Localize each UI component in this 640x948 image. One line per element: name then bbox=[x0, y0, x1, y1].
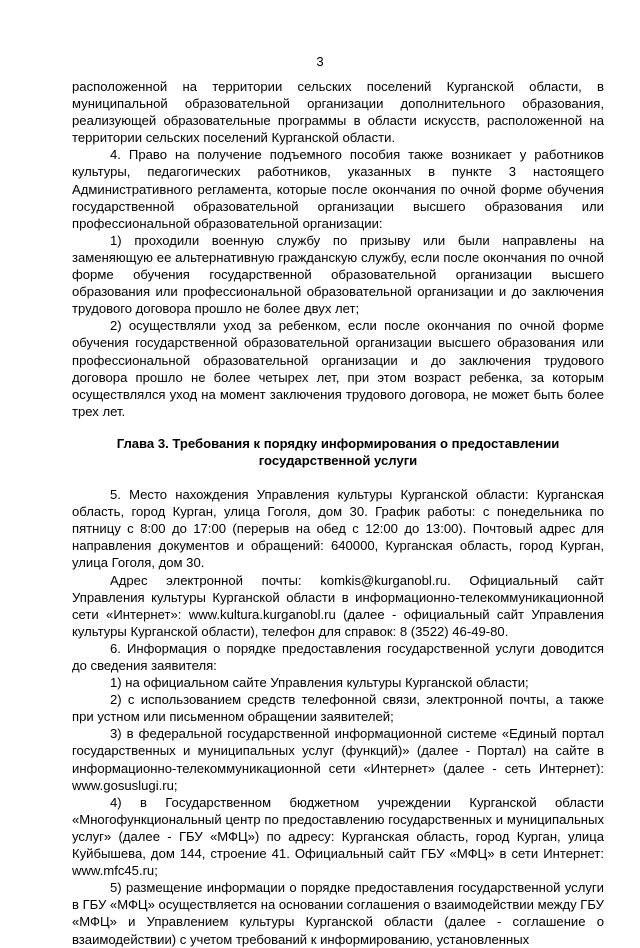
paragraph-subitem-2: 2) осуществляли уход за ребенком, если после окончания по очной форме обучения государственной образовательной организации высшего образования или профессиональной образовательной организации и до заключения трудового договора прошло не более четырех лет, при этом возраст ребенка, за которым осуществлялся уход на момент заключения трудового договора, не может быть более трех лет. bbox=[72, 318, 604, 419]
paragraph-contacts: Адрес электронной почты: komkis@kurganobl.ru. Официальный сайт Управления культуры Курганской области в информационно-телекоммуникационной сети «Интернет»: www.kultura.kurganobl.ru (далее - официальный сайт Управления культуры Курганской области), телефон для справок: 8 (3522) 46-49-80. bbox=[72, 572, 604, 639]
paragraph-continuation: расположенной на территории сельских поселений Курганской области, в муниципальной образовательной организации дополнительного образования, реализующей образовательные программы в области искусств, расположенной на территории сельских поселений Курганской области. bbox=[72, 79, 604, 146]
document-body bbox=[72, 78, 604, 948]
paragraph-subitem-6-3: 3) в федеральной государственной информационной системе «Единый портал государственных и муниципальных услуг (функций)» (далее - Портал) на сайте в информационно-телекоммуникационной сети «Интернет» (далее - сеть Интернет): www.gosuslugi.ru; bbox=[72, 726, 604, 793]
page-number: 3 bbox=[316, 54, 324, 69]
paragraph-subitem-6-1: 1) на официальном сайте Управления культуры Курганской области; bbox=[110, 675, 529, 691]
paragraph-item-4: 4. Право на получение подъемного пособия также возникает у работников культуры, педагогических работников, указанных в пункте 3 настоящего Административного регламента, которые после окончания по очной форме обучения государственной образовательной организации высшего образования или профессиональной образовательной организации: bbox=[72, 147, 604, 231]
paragraph-subitem-6-5: 5) размещение информации о порядке предоставления государственной услуги в ГБУ «МФЦ» осуществляется на основании соглашения о взаимодействии между ГБУ «МФЦ» и Управлением культуры Курганской области (далее - соглашение о взаимодействии) с учетом требований к информированию, установленных bbox=[72, 880, 604, 947]
paragraph-item-6: 6. Информация о порядке предоставления государственной услуги доводится до сведения заявителя: bbox=[72, 640, 604, 673]
paragraph-subitem-6-4: 4) в Государственном бюджетном учреждении Курганской области «Многофункциональный центр по предоставлению государственных и муниципальных услуг» (далее - ГБУ «МФЦ») по адресу: Курганская область, город Курган, улица Куйбышева, дом 144, строение 41. Официальный сайт ГБУ «МФЦ» в сети Интернет: www.mfc45.ru; bbox=[72, 794, 604, 879]
chapter-heading: Глава 3. Требования к порядку информирования о предоставлении государственной услуги bbox=[116, 435, 560, 468]
paragraph-subitem-6-2: 2) с использованием средств телефонной связи, электронной почты, а также при устном или письменном обращении заявителей; bbox=[72, 692, 604, 725]
paragraph-item-5: 5. Место нахождения Управления культуры Курганской области: Курганская область, город Курган, улица Гоголя, дом 30. График работы: с понедельника по пятницу с 8:00 до 17:00 (перерыв на обед с 12:00 до 13:00). Почтовый адрес для направления документов и обращений: 640000, Курганская область, город Курган, улица Гоголя, дом 30. bbox=[72, 487, 604, 571]
paragraph-subitem-1: 1) проходили военную службу по призыву или были направлены на заменяющую ее альтернативную гражданскую службу, если после окончания по очной форме обучения государственной образовательной организации высшего образования или профессиональной образовательной организации и до заключения трудового договора прошло не более двух лет; bbox=[72, 232, 604, 317]
